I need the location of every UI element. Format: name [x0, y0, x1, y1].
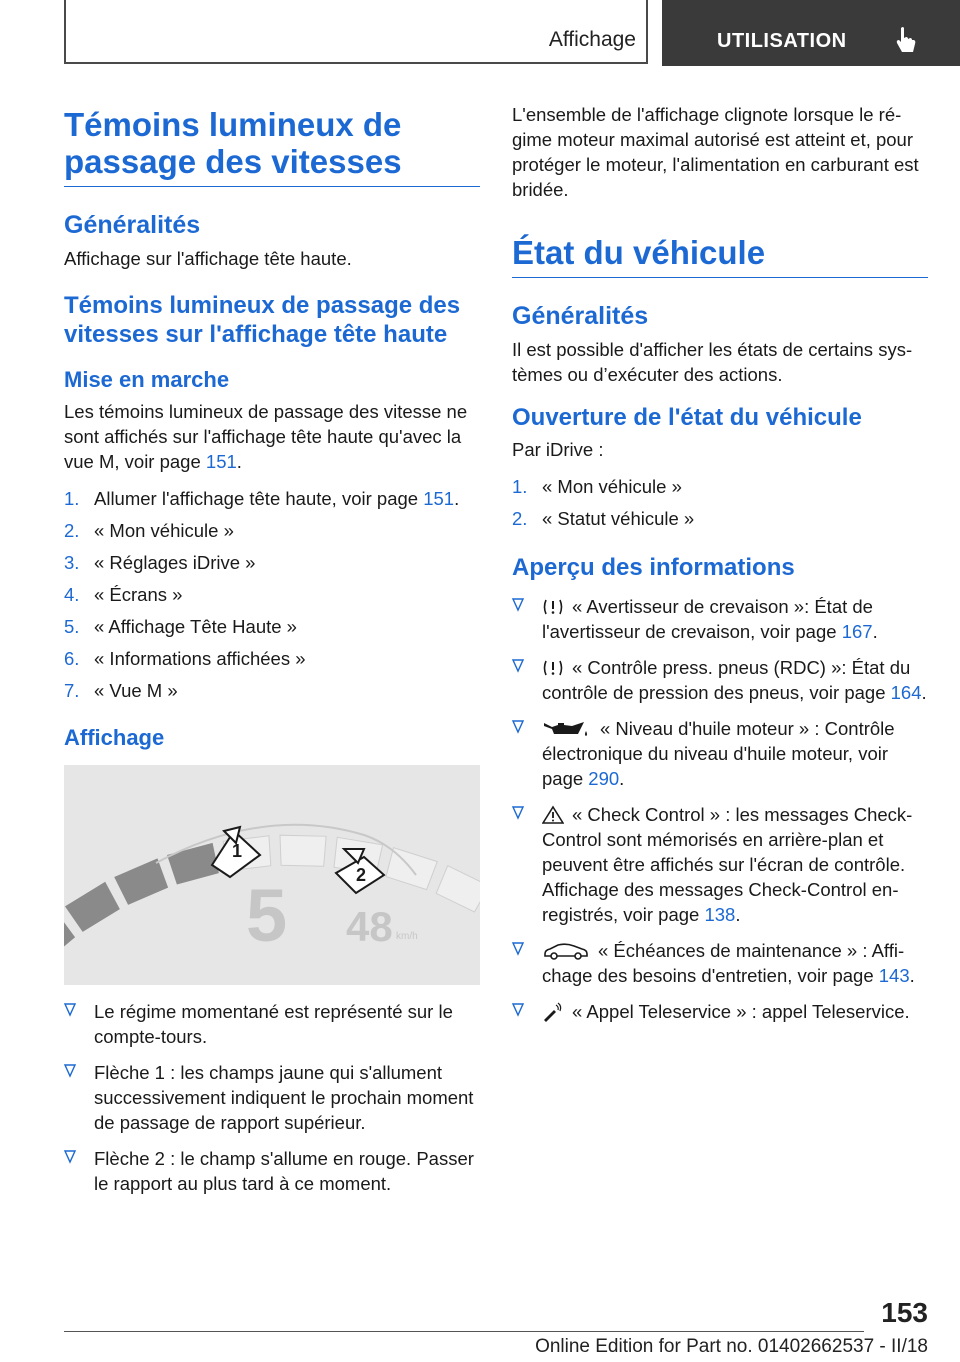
list-item — [64, 614, 480, 639]
shift-lights-display-image — [64, 765, 480, 985]
list-item — [64, 678, 480, 703]
item-text-end: . — [909, 965, 915, 986]
left-column — [64, 100, 480, 1207]
rpm-segment — [436, 866, 480, 912]
mise-text-end: . — [236, 451, 242, 472]
step-number: 3. — [64, 552, 80, 573]
rpm-segment — [168, 844, 219, 884]
oil-can-icon — [542, 719, 592, 739]
triangle-bullet-icon — [512, 942, 524, 956]
page-link[interactable]: 164 — [890, 682, 922, 703]
bullet-text: Flèche 2 : le champ s'allume en rouge. Passer le rapport au plus tard à ce moment. — [94, 1148, 474, 1194]
wrench-call-icon — [542, 1002, 564, 1022]
list-item — [512, 716, 928, 791]
triangle-bullet-icon — [512, 598, 524, 612]
triangle-bullet-icon — [512, 659, 524, 673]
step-text-end: . — [454, 488, 460, 509]
triangle-bullet-icon — [64, 1064, 76, 1078]
tire-warning-icon — [542, 597, 564, 617]
page-link[interactable]: 143 — [878, 965, 910, 986]
intro-text: L'ensemble de l'affichage clignote lorsque le régime moteur maximal autorisé est atteint et, pour protéger le moteur, l'alimentation en carburant est bridée. — [512, 104, 919, 200]
step-text: Allumer l'affichage tête haute, voir page — [94, 488, 424, 509]
step-number: 7. — [64, 680, 80, 701]
rpm-segment — [66, 883, 120, 932]
step-number: 1. — [64, 488, 80, 509]
step-number: 1. — [512, 476, 528, 497]
list-item — [512, 594, 928, 644]
bullet-text: Flèche 1 : les champs jaune qui s'allument successivement indiquent le prochain moment de passage de rapport supérieur. — [94, 1062, 474, 1133]
step-text: « Écrans » — [94, 584, 183, 605]
generalites-text: Affichage sur l'affichage tête haute. — [64, 248, 352, 269]
service-car-icon — [542, 941, 590, 961]
list-item — [512, 474, 928, 499]
shift-lights-illustration — [64, 765, 480, 985]
speed-value: 48 — [346, 903, 393, 950]
step-text: « Mon véhicule » — [94, 520, 234, 541]
rpm-segment — [64, 913, 74, 964]
list-item — [64, 1146, 480, 1196]
step-text: « Vue M » — [94, 680, 178, 701]
list-item — [64, 550, 480, 575]
step-number: 5. — [64, 616, 80, 637]
page-title-right: État du véhicule — [512, 234, 928, 278]
heading-apercu: Aperçu des informations — [512, 554, 795, 581]
steps-list-left — [64, 486, 480, 703]
step-number: 6. — [64, 648, 80, 669]
ouverture-text: Par iDrive : — [512, 439, 604, 460]
step-text: « Informations affichées » — [94, 648, 306, 669]
heading-generalites: Généralités — [64, 211, 201, 239]
step-text: « Affichage Tête Haute » — [94, 616, 297, 637]
list-item — [512, 938, 928, 988]
bullet-text: Le régime momentané est représenté sur le compte-tours. — [94, 1001, 453, 1047]
item-text-end: . — [921, 682, 927, 703]
heading-affichage: Affichage — [64, 725, 165, 750]
steps-list-right — [512, 474, 928, 531]
list-item — [512, 999, 928, 1024]
list-item — [512, 802, 928, 927]
mise-text: Les témoins lumineux de passage des vitesse ne sont affichés sur l'affichage tête haute qu'avec la vue M, voir page — [64, 401, 468, 472]
page-number: 153 — [881, 1297, 928, 1328]
item-text-end: . — [619, 768, 625, 789]
item-text: « Appel Teleservice » : appel Teleservice. — [572, 1001, 910, 1022]
list-item — [512, 655, 928, 705]
gear-number: 5 — [246, 874, 288, 957]
heading-generalites-right: Généralités — [512, 302, 649, 330]
list-item — [64, 582, 480, 607]
arrow-2-label: 2 — [356, 865, 367, 885]
triangle-bullet-icon — [64, 1150, 76, 1164]
step-text: « Statut véhicule » — [542, 508, 695, 529]
triangle-bullet-icon — [512, 720, 524, 734]
item-text: « Échéances de maintenance » : Affichage des besoins d'entretien, voir page — [542, 940, 905, 986]
item-text-end: . — [735, 904, 741, 925]
arrow-1-marker — [212, 827, 260, 877]
triangle-bullet-icon — [64, 1003, 76, 1017]
header-chapter-tab[interactable] — [662, 0, 960, 66]
step-number: 2. — [64, 520, 80, 541]
rpm-segment — [280, 835, 326, 866]
list-item — [64, 486, 480, 511]
header-chapter-label: UTILISATION — [717, 30, 847, 52]
step-text: « Réglages iDrive » — [94, 552, 256, 573]
triangle-bullet-icon — [512, 1003, 524, 1017]
right-column — [512, 102, 928, 1035]
step-number: 4. — [64, 584, 80, 605]
page-link[interactable]: 290 — [588, 768, 620, 789]
footer-divider — [64, 1331, 864, 1332]
tire-pressure-icon — [542, 658, 564, 678]
item-text: « Avertisseur de crevaison »: État de l'avertisseur de crevaison, voir page — [542, 596, 873, 642]
rpm-segment — [115, 859, 168, 904]
list-item — [64, 999, 480, 1049]
generalites-text-right: Il est possible d'afficher les états de certains systèmes ou d’exécuter des actions. — [512, 339, 913, 385]
pointing-hand-icon — [894, 26, 916, 54]
step-number: 2. — [512, 508, 528, 529]
triangle-bullet-icon — [512, 806, 524, 820]
list-item — [64, 518, 480, 543]
list-item — [512, 506, 928, 531]
info-items-list — [512, 594, 928, 1024]
speed-unit: km/h — [396, 931, 418, 942]
item-text: « Niveau d'huile moteur » : Contrôle électronique du niveau d'huile moteur, voir page — [542, 718, 895, 789]
item-text-end: . — [872, 621, 878, 642]
page-link[interactable]: 151 — [205, 451, 237, 472]
page-title-left: Témoins lumineux de passage des vitesses — [64, 106, 480, 187]
list-item — [64, 646, 480, 671]
heading-hud: Témoins lumineux de passage des vitesses sur l'affichage tête haute — [64, 292, 461, 348]
item-text: « Check Control » : les messages Check-Control sont mémorisés en arrière-plan et peuvent être affichés sur l'écran de contrôle. Affichage des messages Check-Control enregistrés, voir page — [542, 804, 913, 925]
warning-triangle-icon — [542, 805, 564, 825]
page-link[interactable]: 167 — [841, 621, 873, 642]
heading-mise-en-marche: Mise en marche — [64, 367, 230, 392]
list-item — [64, 1060, 480, 1135]
header-section-title: Affichage — [548, 28, 636, 51]
page-link[interactable]: 138 — [704, 904, 736, 925]
arrow-1-label: 1 — [232, 841, 243, 861]
footer-edition: Online Edition for Part no. 01402662537 - II/18 — [535, 1336, 928, 1357]
item-text: « Contrôle press. pneus (RDC) »: État du contrôle de pression des pneus, voir page — [542, 657, 911, 703]
mise-en-marche-text — [64, 399, 480, 474]
step-text: « Mon véhicule » — [542, 476, 682, 497]
display-bullets — [64, 999, 480, 1196]
heading-ouverture: Ouverture de l'état du véhicule — [512, 404, 862, 431]
page-link[interactable]: 151 — [423, 488, 455, 509]
